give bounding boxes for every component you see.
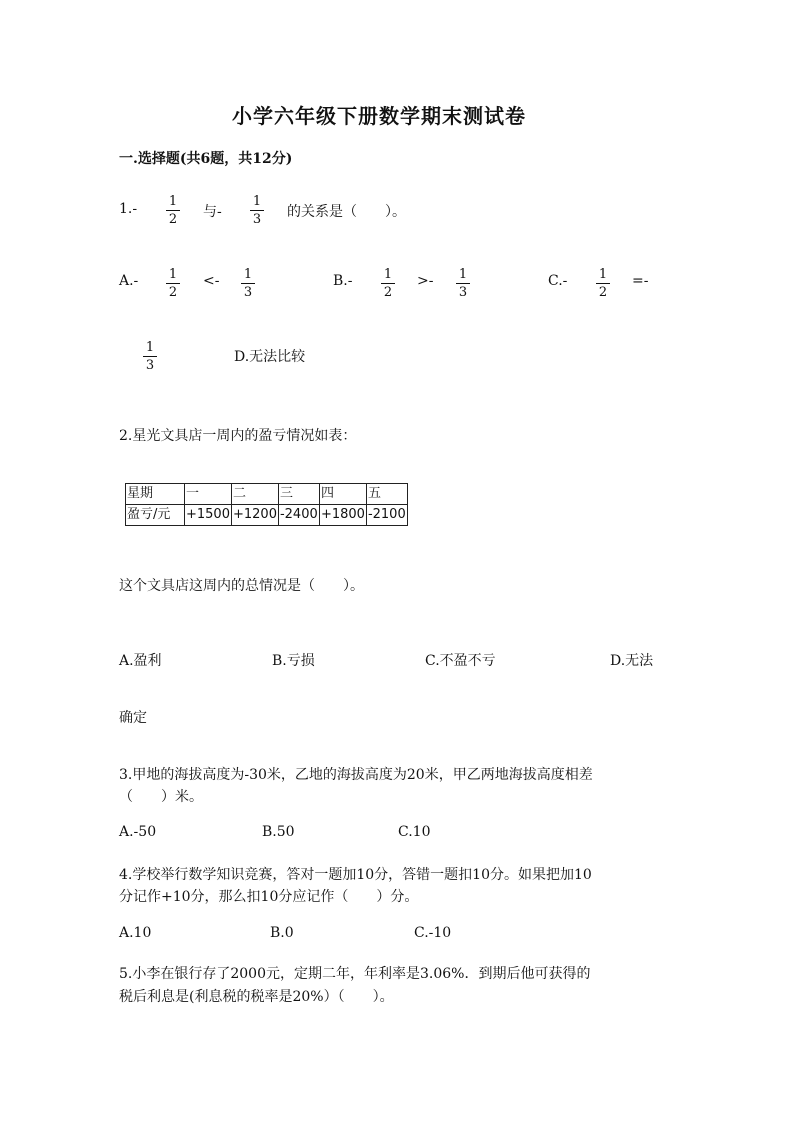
q1-option-c-mid: =- <box>632 273 649 289</box>
fraction-denominator: 2 <box>168 212 178 227</box>
table-cell: +1800 <box>319 505 366 526</box>
fraction-bar <box>166 283 180 284</box>
q1-mid: 与- <box>203 204 222 220</box>
table-cell: 星期 <box>126 484 185 505</box>
q1-option-c-prefix: C.- <box>548 273 568 289</box>
q1-option-b-fraction-half <box>381 267 395 300</box>
table-cell: 一 <box>185 484 232 505</box>
fraction-denominator: 2 <box>383 285 393 300</box>
q1-option-a-mid: <- <box>203 273 220 289</box>
q4-option-c: C.-10 <box>414 925 452 941</box>
q4-line-1: 4.学校举行数学知识竞赛，答对一题加10分，答错一题扣10分。如果把加10 <box>119 867 592 883</box>
fraction-denominator: 2 <box>598 285 608 300</box>
fraction-numerator: 1 <box>252 194 262 209</box>
section-heading: 一.选择题(共6题，共12分) <box>119 151 293 167</box>
table-cell: 五 <box>366 484 407 505</box>
q3-line-2: （ ）米。 <box>119 789 203 805</box>
table-cell: +1200 <box>231 505 278 526</box>
fraction-bar <box>596 283 610 284</box>
fraction-bar <box>166 210 180 211</box>
q2-option-b: B.亏损 <box>272 653 315 669</box>
table-cell: 三 <box>278 484 319 505</box>
q5-line-1: 5.小李在银行存了2000元，定期二年，年利率是3.06%．到期后他可获得的 <box>119 966 591 982</box>
fraction-bar <box>143 356 157 357</box>
q2-option-c: C.不盈不亏 <box>425 653 496 669</box>
table-cell: -2100 <box>366 505 407 526</box>
q1-option-a-fraction-third <box>241 267 255 300</box>
q1-option-d: D.无法比较 <box>234 349 306 365</box>
q1-option-b-fraction-third <box>456 267 470 300</box>
fraction-numerator: 1 <box>243 267 253 282</box>
table-cell: +1500 <box>185 505 232 526</box>
q1-prefix: 1.- <box>119 201 138 217</box>
table-cell: 二 <box>231 484 278 505</box>
table-cell: 盈亏/元 <box>126 505 185 526</box>
q3-option-b: B.50 <box>262 824 295 840</box>
fraction-bar <box>381 283 395 284</box>
fraction-numerator: 1 <box>145 340 155 355</box>
table-row <box>126 484 408 505</box>
fraction-numerator: 1 <box>168 194 178 209</box>
fraction-denominator: 3 <box>243 285 253 300</box>
fraction-numerator: 1 <box>383 267 393 282</box>
table-cell: 四 <box>319 484 366 505</box>
fraction-denominator: 3 <box>458 285 468 300</box>
fraction-bar <box>241 283 255 284</box>
q3-line-1: 3.甲地的海拔高度为-30米，乙地的海拔高度为20米，甲乙两地海拔高度相差 <box>119 767 593 783</box>
q1-option-c-fraction-third <box>143 340 157 373</box>
fraction-numerator: 1 <box>458 267 468 282</box>
fraction-denominator: 3 <box>145 358 155 373</box>
q1-option-b-mid: >- <box>417 273 434 289</box>
q1-suffix: 的关系是（ ）。 <box>287 204 406 220</box>
fraction-denominator: 3 <box>252 212 262 227</box>
profit-loss-table <box>125 483 408 526</box>
table-row <box>126 505 408 526</box>
q3-option-c: C.10 <box>398 824 431 840</box>
q2-option-a: A.盈利 <box>119 653 162 669</box>
q1-option-a-prefix: A.- <box>119 273 139 289</box>
page-title: 小学六年级下册数学期末测试卷 <box>232 104 526 128</box>
q5-line-2: 税后利息是(利息税的税率是20%）（ ）。 <box>119 989 394 1005</box>
q1-option-a-fraction-half <box>166 267 180 300</box>
q4-option-b: B.0 <box>270 925 294 941</box>
table-cell: -2400 <box>278 505 319 526</box>
q4-line-2: 分记作+10分，那么扣10分应记作（ ）分。 <box>119 889 419 905</box>
q2-option-d: D.无法 <box>610 653 654 669</box>
fraction-denominator: 2 <box>168 285 178 300</box>
fraction-numerator: 1 <box>168 267 178 282</box>
fraction-bar <box>456 283 470 284</box>
q2-option-d-continued: 确定 <box>119 710 147 726</box>
q2-stem: 2.星光文具店一周内的盈亏情况如表： <box>119 428 357 444</box>
q3-option-a: A.-50 <box>119 824 157 840</box>
q1-fraction-third <box>250 194 264 227</box>
q1-option-c-fraction-half <box>596 267 610 300</box>
fraction-numerator: 1 <box>598 267 608 282</box>
q1-fraction-half <box>166 194 180 227</box>
q2-question: 这个文具店这周内的总情况是（ ）。 <box>119 578 364 594</box>
q4-option-a: A.10 <box>119 925 152 941</box>
q1-option-b-prefix: B.- <box>333 273 353 289</box>
fraction-bar <box>250 210 264 211</box>
